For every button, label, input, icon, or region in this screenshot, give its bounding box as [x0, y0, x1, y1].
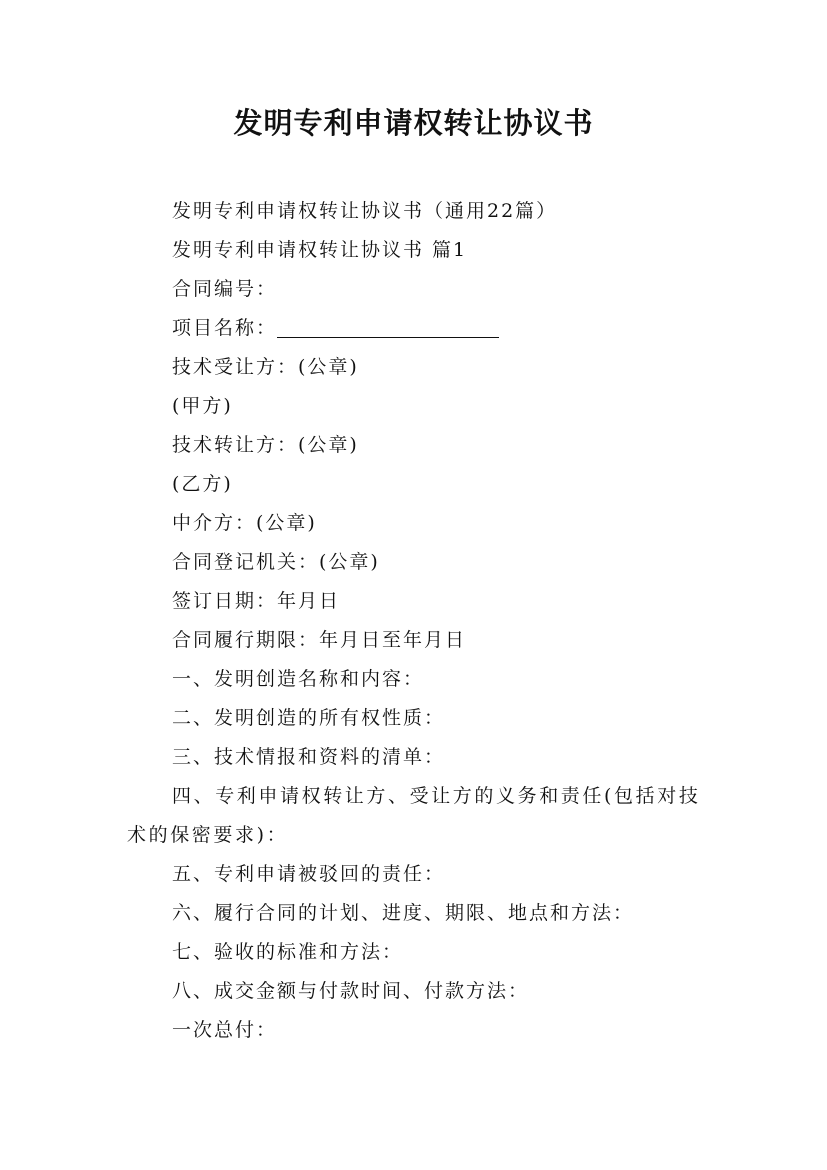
party-b-line: (乙方) — [172, 473, 233, 495]
clause-6: 六、履行合同的计划、进度、期限、地点和方法： — [172, 902, 635, 924]
clause-1: 一、发明创造名称和内容： — [172, 668, 425, 690]
article-heading: 发明专利申请权转让协议书 篇1 — [172, 239, 468, 261]
document-title: 发明专利申请权转让协议书 — [233, 106, 594, 140]
project-name-label: 项目名称： — [172, 317, 278, 339]
performance-period-line: 合同履行期限：年月日至年月日 — [172, 629, 467, 651]
project-name-blank — [277, 319, 499, 338]
contract-number-line: 合同编号： — [172, 278, 278, 300]
intermediary-line: 中介方：(公章) — [172, 512, 317, 534]
document-body — [127, 192, 717, 1050]
clause-8: 八、成交金额与付款时间、付款方法： — [172, 980, 530, 1002]
transferee-line: 技术受让方：(公章) — [172, 356, 359, 378]
document-subtitle: 发明专利申请权转让协议书（通用22篇） — [172, 200, 558, 222]
signing-date-line: 签订日期：年月日 — [172, 590, 341, 612]
clause-4: 四、专利申请权转让方、受让方的义务和责任(包括对技术的保密要求)： — [127, 785, 701, 846]
clause-7: 七、验收的标准和方法： — [172, 941, 404, 963]
registration-authority-line: 合同登记机关：(公章) — [172, 551, 380, 573]
clause-2: 二、发明创造的所有权性质： — [172, 707, 446, 729]
clause-5: 五、专利申请被驳回的责任： — [172, 863, 446, 885]
party-a-line: (甲方) — [172, 395, 233, 417]
transferor-line: 技术转让方：(公章) — [172, 434, 359, 456]
clause-3: 三、技术情报和资料的清单： — [172, 746, 446, 768]
lump-sum-line: 一次总付： — [172, 1019, 278, 1041]
project-name-line — [127, 309, 717, 348]
